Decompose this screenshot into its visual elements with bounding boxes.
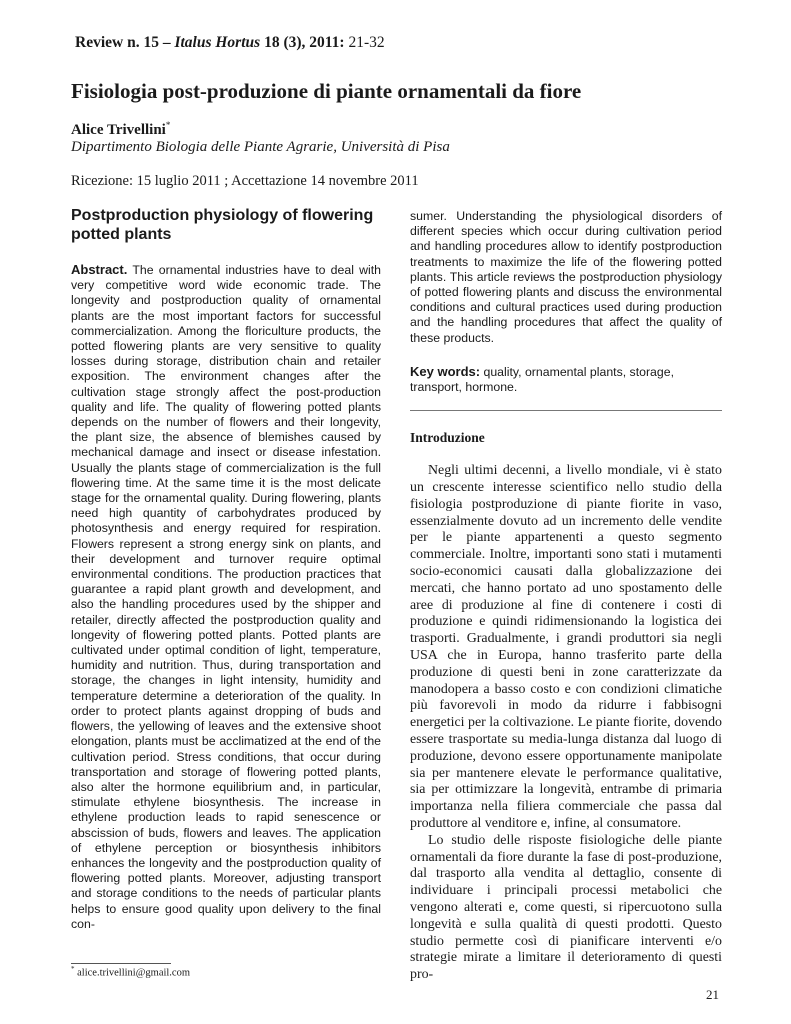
footnote-marker: * [71, 965, 75, 973]
journal-pages: 21-32 [348, 34, 385, 51]
author-affiliation: Dipartimento Biologia delle Piante Agrarie, Università di Pisa [71, 139, 450, 155]
journal-header [75, 34, 385, 52]
abstract-text: The ornamental industries have to deal with very competitive word wide economic trade. The longevity and postproduction quality of ornamental plants are the most important factors for successful commercialization. Among the floriculture products, the potted flowering plants are very sensitive to quality losses during storage, distribution chain and retailer exposition. The environment changes after the cultivation stage strongly affect the post-production quality and life. The quality of flowering potted plants depends on the number of flowers and their longevity, the plant size, the absence of blemishes caused by mechanical damage and insect or disease infestation. Usually the plants stage of commercialization is the full flowering time. At the same time it is the most delicate stage for the ornamental quality. During flowering, plants need high quantity of carbohydrates produced by photosynthesis and energy required for respiration. Flowers represent a strong energy sink on plants, and their development and turnover require optimal environmental conditions. The production practices that guarantee a rapid plant growth and development, and also the handling procedures used by the shipper and retailer, directly affected the postproduction quality and longevity of flowering potted plants. Potted plants are cultivated under optimal condition of light, temperature, humidity and nutrition. Thus, during transportation and storage, the changes in light intensity, humidity and temperature determine a deterioration of the quality. In order to protect plants against dropping of buds and flowers, the yellowing of leaves and the extensive shoot elongation, plants must be acclimatized at the end of the cultivation period. Stress conditions, that occur during transportation and storage of flowering potted plants, also alter the hormone equilibrium and, in particular, stimulate ethylene biosynthesis. The increase in ethylene production leads to rapid senescence or abscission of buds, flowers and leaves. The application of ethylene perception or biosynthesis inhibitors enhances the longevity and the postproduction quality of flowering potted plants. Moreover, adjusting transport and storage conditions to the needs of particular plants helps to ensure good quality upon delivery to the final con- [71, 263, 382, 931]
journal-name: Italus Hortus [174, 34, 261, 51]
introduction-heading: Introduzione [410, 430, 485, 446]
abstract-continuation: sumer. Understanding the physiological disorders of different species which occur during cultivation period and handling procedures allow to identify postproduction treatments to maximize the life of the flowering potted plants. This article reviews the postproduction physiology of potted flowering plants and discuss the environmental conditions and cultural practices used during production and the handling procedures that affect the quality of these products. [410, 209, 722, 345]
author [71, 120, 170, 139]
footnote-divider [71, 963, 171, 964]
keywords [410, 364, 722, 395]
right-column [410, 209, 722, 984]
keywords-text: quality, ornamental plants, storage, transport, hormone. [410, 364, 674, 395]
english-title: Postproduction physiology of flowering potted plants [71, 207, 374, 243]
journal-volume: 18 (3), 2011: [264, 34, 345, 51]
author-email[interactable]: alice.trivellini@gmail.com [77, 967, 191, 979]
author-name: Alice Trivellini [71, 122, 166, 138]
abstract [71, 262, 381, 932]
article-title: Fisiologia post-produzione di piante ornamentali da fiore [71, 79, 582, 103]
page-number: 21 [706, 987, 719, 1002]
introduction-paragraph: Lo studio delle risposte fisiologiche delle piante ornamentali da fiore durante la fase di post-produzione, dal trasporto alla vendita al dettaglio, consente di individuare i principali processi metabolici che vengono alterati e, come questi, si ripercuotono sulla longevità e sulla qualità di questi prodotti. Questo studio permette così di pianificare interventi e/o strategie mirate a limitare il deterioramento di questi pro- [410, 832, 722, 983]
section-divider [410, 410, 722, 411]
keywords-label: Key words: [410, 363, 481, 379]
review-number: Review n. 15 – [75, 34, 171, 51]
received-accepted-dates: Ricezione: 15 luglio 2011 ; Accettazione 14 novembre 2011 [71, 173, 419, 189]
abstract-label: Abstract. [71, 262, 128, 277]
footnote [71, 965, 190, 979]
left-column [71, 206, 381, 932]
introduction-paragraph: Negli ultimi decenni, a livello mondiale, vi è stato un crescente interesse scientifico nello studio della fisiologia postproduzione di piante fiorite in vaso, essenzialmente dovuto ad un incremento delle vendite per le piante appartenenti a questo segmento commerciale. Inoltre, importanti sono stati i mutamenti socio-economici causati dalla globalizzazione dei mercati, che hanno portato ad uno spostamento delle aree di produzione al fine di contenere i costi di produzione e quindi ridimensionando la logistica dei trasporti. Gradualmente, i grandi produttori sia negli USA che in Europa, hanno trasferito parte della produzione di questi beni in zone caratterizzate da manodopera a basso costo e con condizioni climatiche più favorevoli in modo da ridurre i fabbisogni energetici per la coltivazione. Le piante fiorite, dovendo essere trasportate su media-lunga distanza dal luogo di produzione, devono essere opportunamente manipolate sia per mantenere elevate le performance qualitative, sia per ottimizzare la longevità, entrambe di primaria importanza nella filiera commerciale che passa dal produttore al venditore e, infine, al consumatore. [410, 463, 722, 831]
author-marker: * [165, 120, 171, 130]
